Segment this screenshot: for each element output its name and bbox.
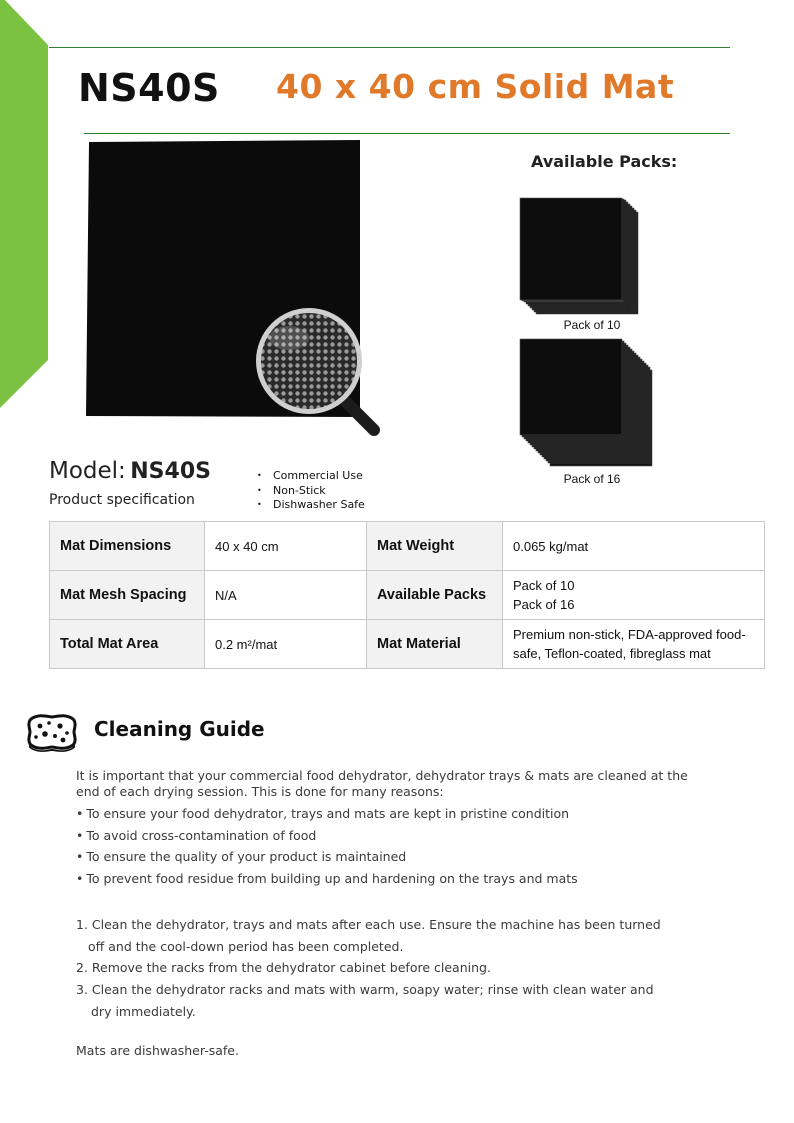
pack-of-16-image xyxy=(516,336,656,470)
step-item: 1. Clean the dehydrator, trays and mats after each use. Ensure the machine has been turned xyxy=(76,917,661,932)
product-spec-subtitle: Product specification xyxy=(49,492,195,508)
header-bottom-rule xyxy=(84,133,730,134)
spec-label: Available Packs xyxy=(367,571,503,620)
intro-text: It is important that your commercial food dehydrator, dehydrator trays & mats are cleaned at the xyxy=(76,768,688,783)
spec-value: N/A xyxy=(205,571,367,620)
spec-value: 40 x 40 cm xyxy=(205,522,367,571)
sponge-icon xyxy=(25,711,79,753)
spec-label: Mat Weight xyxy=(367,522,503,571)
available-packs-heading: Available Packs: xyxy=(531,152,678,171)
spec-table xyxy=(49,521,765,669)
feature-item: • Non-Stick xyxy=(257,484,365,499)
step-item: 3. Clean the dehydrator racks and mats with warm, soapy water; rinse with clean water and xyxy=(76,982,654,998)
model-code: NS40S xyxy=(130,459,211,484)
spec-label: Mat Mesh Spacing xyxy=(50,571,205,620)
step-item: 2. Remove the racks from the dehydrator cabinet before cleaning. xyxy=(76,960,491,976)
cleaning-guide-body xyxy=(76,768,688,890)
reason-item: • To ensure the quality of your product is maintained xyxy=(76,846,688,868)
step-item: dry immediately. xyxy=(91,1003,196,1019)
table-row xyxy=(50,620,765,669)
model-code-heading: NS40S xyxy=(78,66,220,110)
feature-list xyxy=(257,469,365,513)
model-label: Model: xyxy=(49,458,126,484)
spec-label: Mat Material xyxy=(367,620,503,669)
feature-item: • Dishwasher Safe xyxy=(257,498,365,513)
step-item: off and the cool-down period has been completed. xyxy=(88,938,404,954)
spec-label: Mat Dimensions xyxy=(50,522,205,571)
reason-item: • To avoid cross-contamination of food xyxy=(76,825,688,847)
spec-value: 0.065 kg/mat xyxy=(503,522,765,571)
product-title: 40 x 40 cm Solid Mat xyxy=(276,67,675,106)
cleaning-steps xyxy=(76,914,661,1022)
pack-of-10-caption: Pack of 10 xyxy=(563,318,621,332)
reason-item: • To prevent food residue from building up and hardening on the trays and mats xyxy=(76,868,688,890)
header-top-rule xyxy=(49,47,730,48)
feature-item: • Commercial Use xyxy=(257,469,365,484)
intro-text: end of each drying session. This is done for many reasons: xyxy=(76,784,444,799)
spec-value: Premium non-stick, FDA-approved food-safe, Teflon-coated, fibreglass mat xyxy=(503,620,765,669)
cleaning-guide-heading: Cleaning Guide xyxy=(94,717,265,741)
dishwasher-note: Mats are dishwasher-safe. xyxy=(76,1043,239,1058)
table-row xyxy=(50,571,765,620)
table-row xyxy=(50,522,765,571)
spec-label: Total Mat Area xyxy=(50,620,205,669)
mat-product-image xyxy=(84,138,389,443)
spec-value: Pack of 10 Pack of 16 xyxy=(503,571,765,620)
pack-of-10-image xyxy=(516,196,642,318)
side-accent-tab xyxy=(0,0,50,410)
model-heading xyxy=(49,458,211,484)
spec-value: 0.2 m²/mat xyxy=(205,620,367,669)
reason-item: • To ensure your food dehydrator, trays and mats are kept in pristine condition xyxy=(76,803,688,825)
pack-of-16-caption: Pack of 16 xyxy=(563,472,621,486)
